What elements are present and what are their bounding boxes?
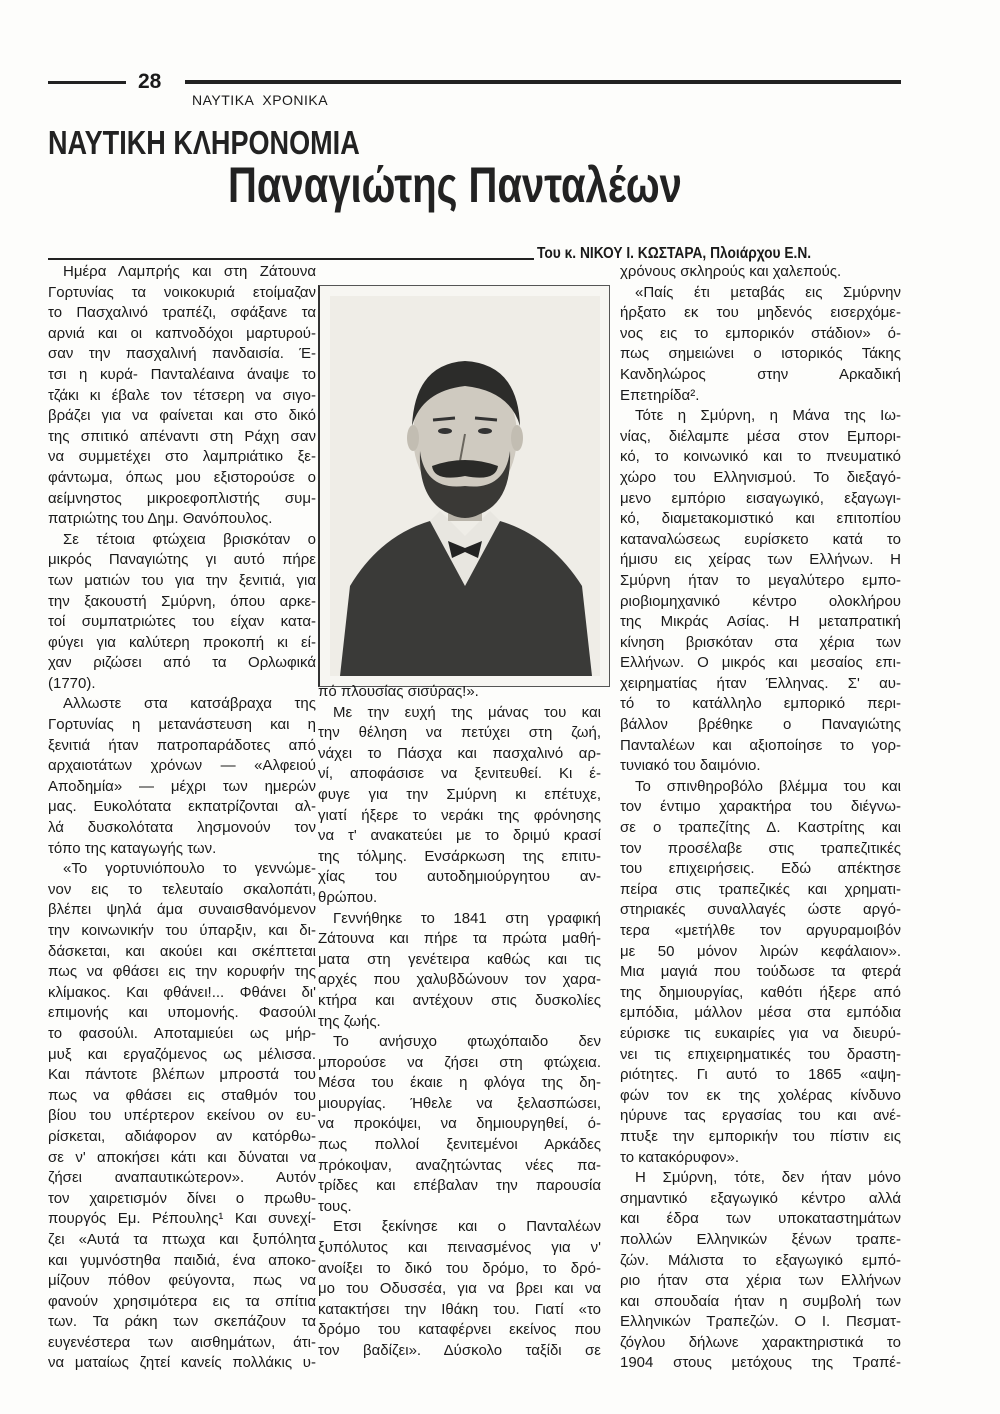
paragraph: [48, 694, 316, 859]
text-line: ήμισυ εις χείρας των Ελλήνων. Η: [620, 551, 901, 569]
text-line: νει τις επιχειρηματικές του δραστη-: [620, 1045, 901, 1063]
text-line: ξενιτιά ήταν πατροπαράδοτες από: [48, 736, 316, 754]
text-line: βάλλον βρέθηκε ο Παναγιώτης: [620, 716, 901, 734]
text-line: και έδρα των υποκαταστημάτων: [620, 1210, 901, 1228]
text-line: χίας του αυτοδημιούργητου αν-: [318, 868, 601, 886]
text-line: χειρηματίας ήταν Έλληνας. Σ' αυ-: [620, 674, 901, 692]
text-line: Ελλήνων. Ο μικρός και μεσαίος επι-: [620, 654, 901, 672]
text-line: και γυμνόστηθα παιδιά, ένα αποκο-: [48, 1251, 316, 1269]
text-line: Σμύρνη ήταν το μεγαλύτερο εμπο-: [620, 571, 901, 589]
text-line: κό, το κοινωνικό και το πνευματικό: [620, 448, 901, 466]
text-line: Ελληνικών Τραπεζών. Ο Ι. Πεσματ-: [620, 1313, 901, 1331]
text-line: βλέπει ψηλά άμα συναισθανόμενον: [48, 901, 316, 919]
text-line: χρόνους σκληρούς και χαλεπούς.: [620, 263, 842, 280]
text-line: γιατί ήξερε το νεράκι της φρόνησης: [318, 806, 601, 824]
text-line: ριότητες. Γι αυτό το 1865 «αψη-: [620, 1066, 901, 1084]
text-line: ρίσκεται, αδιάφορον αν κατόρθω-: [48, 1127, 316, 1145]
text-line: (1770).: [48, 674, 96, 692]
text-line: καταναλώσεως ευρίσκετο κατά το: [620, 530, 901, 548]
text-line: κατακτήσει την Ιθάκη του. Γιατί «το: [318, 1300, 601, 1318]
text-line: Γορτυνίας τα νοικοκυριά ετοίμαζαν: [48, 283, 316, 301]
text-line: νάχει το Πάσχα και πασχαλινό αρ-: [318, 744, 601, 762]
article-column-3: [620, 262, 901, 1374]
paragraph: [318, 1032, 601, 1217]
text-line: Ετσι ξεκίνησε και ο Πανταλέων: [333, 1218, 601, 1236]
paragraph: [620, 777, 901, 1168]
paragraph: [48, 262, 316, 530]
text-line: φών τον εκ της χολέρας κίνδυνο: [620, 1086, 901, 1104]
text-line: τσι η κυρά- Πανταλέαινα άναψε το: [48, 365, 316, 383]
text-line: την ξακουστή Σμύρνη, όπου αρκε-: [48, 592, 316, 610]
paragraph: [620, 1168, 901, 1374]
text-line: Αλλωστε στα κατσάβραχα της: [63, 695, 316, 713]
text-line: να προκόψει, να δημιουργηθεί, ό-: [318, 1115, 601, 1133]
text-line: αρνιά και οι καπνοδόχοι μαρτυρού-: [48, 324, 316, 342]
text-line: ηύρυνε τας εργασίας του και ανέ-: [620, 1107, 901, 1125]
paragraph: [318, 703, 601, 909]
text-line: κίνηση βρισκόταν στα χέρια των: [620, 633, 901, 651]
text-line: Το σπινθηροβόλο βλέμμα του και: [635, 777, 901, 795]
paragraph: [620, 262, 901, 283]
paragraph: [48, 530, 316, 695]
text-line: τους.: [318, 1197, 352, 1215]
text-line: τον προσέλαβε στις τραπεζιτικές: [620, 839, 901, 857]
text-line: χαν ριζώσει από τα Ορλωφικά: [48, 654, 316, 672]
text-line: τον χαιρετισμόν δίνει ο πρωθυ-: [48, 1189, 316, 1207]
text-line: λά δυσκολότατα λησμονούν τον: [48, 819, 316, 837]
text-line: θρώπου.: [318, 888, 378, 906]
text-line: κό, διαμετακομιστικό και επιτοπίου: [620, 510, 901, 528]
text-line: και σπουδαία ήταν η συμβολή των: [620, 1292, 901, 1310]
text-line: το κατακόρυφον».: [620, 1148, 740, 1166]
text-line: πό πλουσίας σισύρας!».: [318, 683, 479, 700]
text-line: τρίδες και επέβαλαν την παρουσία: [318, 1177, 601, 1195]
text-line: ματα στη γενέτειρα καθώς και τις: [318, 950, 601, 968]
header-rule-right: [185, 80, 901, 84]
text-line: σε ν' αποκήσει κάτι και δύναται να: [48, 1148, 316, 1166]
text-line: Γορτυνίας η μετανάστευση και η: [48, 716, 316, 734]
section-heading: ΝΑΥΤΙΚΗ ΚΛΗΡΟΝΟΜΙΑ: [48, 124, 360, 161]
text-line: την θέληση να πετύχει στη ζωή,: [318, 724, 601, 742]
text-line: τον βαδίζει». Δύσκολο ταξίδι σε: [318, 1342, 601, 1359]
text-line: μυξ και εργαζόμενος ως μέλισσα.: [48, 1045, 316, 1063]
text-line: βίου του υπέρτερον εκείνου ον ευ-: [48, 1107, 316, 1125]
text-line: αρχαιοτάτων χρόνων — «Αλφειού: [48, 757, 316, 775]
text-line: φανούν χρησιμότερα εις τα σπίτια: [48, 1292, 316, 1310]
text-line: εύρισκε τις ευκαιρίες για να διευρύ-: [620, 1024, 901, 1042]
text-line: πρόκοψαν, αναζητώντας νέες πα-: [318, 1156, 601, 1174]
text-line: της τόλμης. Ενσάρκωση της επιτυ-: [318, 847, 601, 865]
byline-rule: [48, 258, 534, 260]
text-line: με 50 μόνον λιρών κεφάλαιον».: [620, 942, 901, 960]
text-line: ζει «Αυτά τα πτωχα και ξυπόλητα: [48, 1230, 316, 1248]
text-line: «Παίς έτι μεταβάς εις Σμύρνην: [635, 283, 901, 301]
text-line: να συμμετέχει στο λαμπριάτικο ξε-: [48, 448, 316, 466]
text-line: ήρξατο εκ του μηδενός εισερχόμε-: [620, 304, 901, 322]
text-line: Τότε η Σμύρνη, η Μάνα της Ιω-: [635, 407, 901, 425]
text-line: χώρο του Ελληνισμού. Το διεξαγό-: [620, 468, 901, 486]
text-line: κτήρα και αντέχουν στις δυσκολίες: [318, 991, 601, 1009]
text-line: ευγενέστερα των αισθημάτων, άτι-: [48, 1333, 316, 1351]
text-line: πείρα στις τραπεζικές και χρηματι-: [620, 880, 901, 898]
text-line: τό το κατάλληλο εμπορικό περι-: [620, 695, 901, 713]
text-line: βράζει για να φαίνεται και στο δικό: [48, 407, 316, 425]
text-line: ζόγλου δήλωνε χαρακτηριστικά το: [620, 1333, 901, 1351]
text-line: πως να φθάσει εις σταθμόν του: [48, 1086, 316, 1104]
text-line: τον έντιμο χαρακτήρα του διέγνω-: [620, 798, 901, 816]
text-line: μο του Οδυσσέα, για να βρει και να: [318, 1280, 601, 1298]
text-line: σημαντικό εξαγωγικό κέντρο αλλά: [620, 1189, 901, 1207]
text-line: πως σημειώνει ο ιστορικός Τάκης: [620, 345, 901, 363]
paragraph: [48, 859, 316, 1374]
text-line: Γεννήθηκε το 1841 στη γραφική: [333, 909, 601, 927]
text-line: δάσκεται, και ακούει και σκέπτεται: [48, 942, 316, 960]
text-line: Μια μαγιά που τούδωσε τα φτερά: [620, 963, 901, 981]
paragraph: [620, 283, 901, 407]
text-line: πατριώτης του Δημ. Θανόπουλος.: [48, 510, 273, 528]
text-line: τερα «μετήλθε τον αργυραμοιβόν: [620, 922, 901, 939]
portrait-image: [320, 286, 610, 686]
text-line: πουργός Εμ. Ρέπουλης¹ Και συνεχί-: [48, 1210, 316, 1228]
portrait-photo: [318, 285, 610, 687]
text-line: μιουργίας. Ήθελε να ξελασπώσει,: [318, 1094, 601, 1112]
text-line: ζήσει αναπαυτικώτερον». Αυτόν: [48, 1169, 316, 1187]
text-line: του επιχειρήσεις. Εδώ απέκτησε: [620, 860, 901, 878]
page-number: 28: [138, 70, 162, 93]
text-line: πτυξε την εμπορικήν του πίστιν εις: [620, 1127, 901, 1145]
text-line: εμπόδια, μάλλον μέσα στα εμπόδια: [620, 1004, 901, 1022]
text-line: Σε τέτοια φτώχεια βρισκόταν ο: [63, 530, 316, 548]
text-line: των ματιών του για την ξενιτιά, για: [48, 571, 316, 589]
text-line: της Μικράς Ασίας. Η μεταπρατική: [620, 613, 901, 631]
text-line: μπορούσε να ζήσει στη φτώχεια.: [318, 1053, 601, 1071]
text-line: αρχές που χαλυβδώνουν τον χαρα-: [318, 971, 601, 989]
text-line: επιμονής και υπομονής. Φασούλι: [48, 1004, 316, 1022]
paragraph: [318, 1217, 601, 1361]
article-title: Παναγιώτης Πανταλέων: [228, 157, 682, 213]
text-line: τοί συμπατριώτες του είχαν κατα-: [48, 613, 316, 631]
header-rule-left: [48, 81, 126, 84]
text-line: νίας, διέλαμπε μέσα στον Εμπορι-: [620, 427, 901, 445]
text-line: των. Τα ράκη των σκεπάζουν τα: [48, 1313, 316, 1331]
text-line: Το ανήσυχο φτωχόπαιδο δεν: [333, 1033, 601, 1051]
paragraph: [318, 909, 601, 1033]
text-line: το Πασχαλινό τραπέζι, σφάξανε τα: [48, 304, 316, 322]
text-line: πως πολλοί ξενιτεμένοι Αρκάδες: [318, 1136, 601, 1154]
text-line: να τ' ανακατεύει με το δριμύ κρασί: [318, 827, 601, 845]
text-line: ζών. Μάλιστα το εξαγωγικό εμπό-: [620, 1251, 901, 1269]
text-line: Η Σμύρνη, τότε, δεν ήταν μόνο: [635, 1169, 901, 1187]
text-line: να ματαίως ζητεί κανείς πολλάκις υ-: [48, 1354, 316, 1372]
text-line: δρόμο του καταφέρνει εκείνος που: [318, 1321, 601, 1339]
text-line: Αποδημία» — μέχρι των ημερών: [48, 777, 316, 795]
text-line: το φασούλι. Αποταμιεύει ως μήρ-: [48, 1024, 316, 1042]
text-line: Πανταλέων και αξιοποίησε το γορ-: [620, 736, 901, 754]
text-line: μίζουν πόθον φεύγοντα, πως να: [48, 1272, 316, 1290]
text-line: στηριακές συναλλαγές ώστε αργό-: [620, 901, 901, 919]
text-line: φάντωμα, όπως μου εξιστορούσε ο: [48, 468, 316, 486]
text-line: της δημιουργίας, καθότι ήξερε από: [620, 983, 901, 1001]
text-line: μας. Ευκολότατα εκπατρίζονται αλ-: [48, 798, 316, 816]
text-line: μικρός Παναγιώτης γι αυτό πήρε: [48, 551, 316, 569]
text-line: νί, αποφάσισε να ξενιτευθεί. Κι έ-: [318, 765, 601, 783]
article-column-1: [48, 262, 316, 1374]
paragraph: [318, 682, 601, 703]
text-line: ξυπόλυτος και πεινασμένος για ν': [318, 1239, 601, 1257]
text-line: Ζάτουνα και πήρε τα πρώτα μαθή-: [318, 930, 601, 948]
text-line: 1904 στους μετόχους της Τραπέ-: [620, 1354, 901, 1372]
text-line: νον εις το τελευταίο σκαλοπάτι,: [48, 880, 316, 898]
text-line: ανοίξει το δικό του δρόμο, το δρό-: [318, 1259, 601, 1277]
text-line: τυνιακό του δαιμόνιο.: [620, 757, 761, 775]
text-line: την κοινωνικήν του ύπαρξιν, και δι-: [48, 922, 316, 939]
text-line: Και πάντοτε βλέπων μπροστά του: [48, 1066, 316, 1084]
text-line: της ζωής.: [318, 1012, 381, 1030]
text-line: Ημέρα Λαμπρής και στη Ζάτουνα: [63, 263, 316, 280]
text-line: κλίμακος. Και φθάνει!... Φθάνει δι': [48, 983, 316, 1001]
byline: Του κ. ΝΙΚΟΥ Ι. ΚΩΣΤΑΡΑ, Πλοιάρχου Ε.Ν.: [537, 245, 812, 262]
article-column-2: [318, 682, 601, 1362]
text-line: ριο ήταν στα χέρια των Ελλήνων: [620, 1272, 901, 1290]
text-line: πολλών Ελληνικών ξένων τραπε-: [620, 1230, 901, 1248]
text-line: σε ο τραπεζίτης Δ. Καστρίτης και: [620, 819, 901, 837]
text-line: μενο εμπόριο εισαγωγικό, εξαγωγι-: [620, 489, 901, 507]
text-line: ριοβιομηχανικό κέντρο ολοκλήρου: [620, 592, 901, 610]
paragraph: [620, 406, 901, 777]
text-line: φύγει για καλύτερη προκοπή κι εί-: [48, 633, 316, 651]
text-line: πως να φθάσει εις την κορυφήν της: [48, 963, 316, 981]
text-line: σαν την πασχαλινή πανδαισία. Έ-: [48, 345, 316, 363]
text-line: φυγε για την Σμύρνη κι επέτυχε,: [318, 785, 601, 803]
magazine-name: ΝΑΥΤΙΚΑ ΧΡΟΝΙΚΑ: [192, 92, 329, 108]
text-line: «Το γορτυνιόπουλο το γεννώμε-: [63, 860, 316, 878]
text-line: Μέσα του έκαιε η φλόγα της δη-: [318, 1074, 601, 1092]
text-line: νος εις το εμπορικόν στάδιον» ό-: [620, 324, 901, 342]
text-line: Με την ευχή της μάνας του και: [333, 703, 601, 721]
text-line: Κανδηλώρος στην Αρκαδική: [620, 365, 901, 383]
text-line: Επετηρίδα².: [620, 386, 700, 404]
text-line: τζάκι κι έβαλε τον τέτσερη να σιγο-: [48, 386, 316, 404]
text-line: τόπο της καταγωγής των.: [48, 839, 217, 857]
text-line: αείμνηστος μικροεφοπλιστής συμ-: [48, 489, 316, 507]
text-line: της σπιτικό απέναντι στη Ράχη σαν: [48, 427, 316, 445]
